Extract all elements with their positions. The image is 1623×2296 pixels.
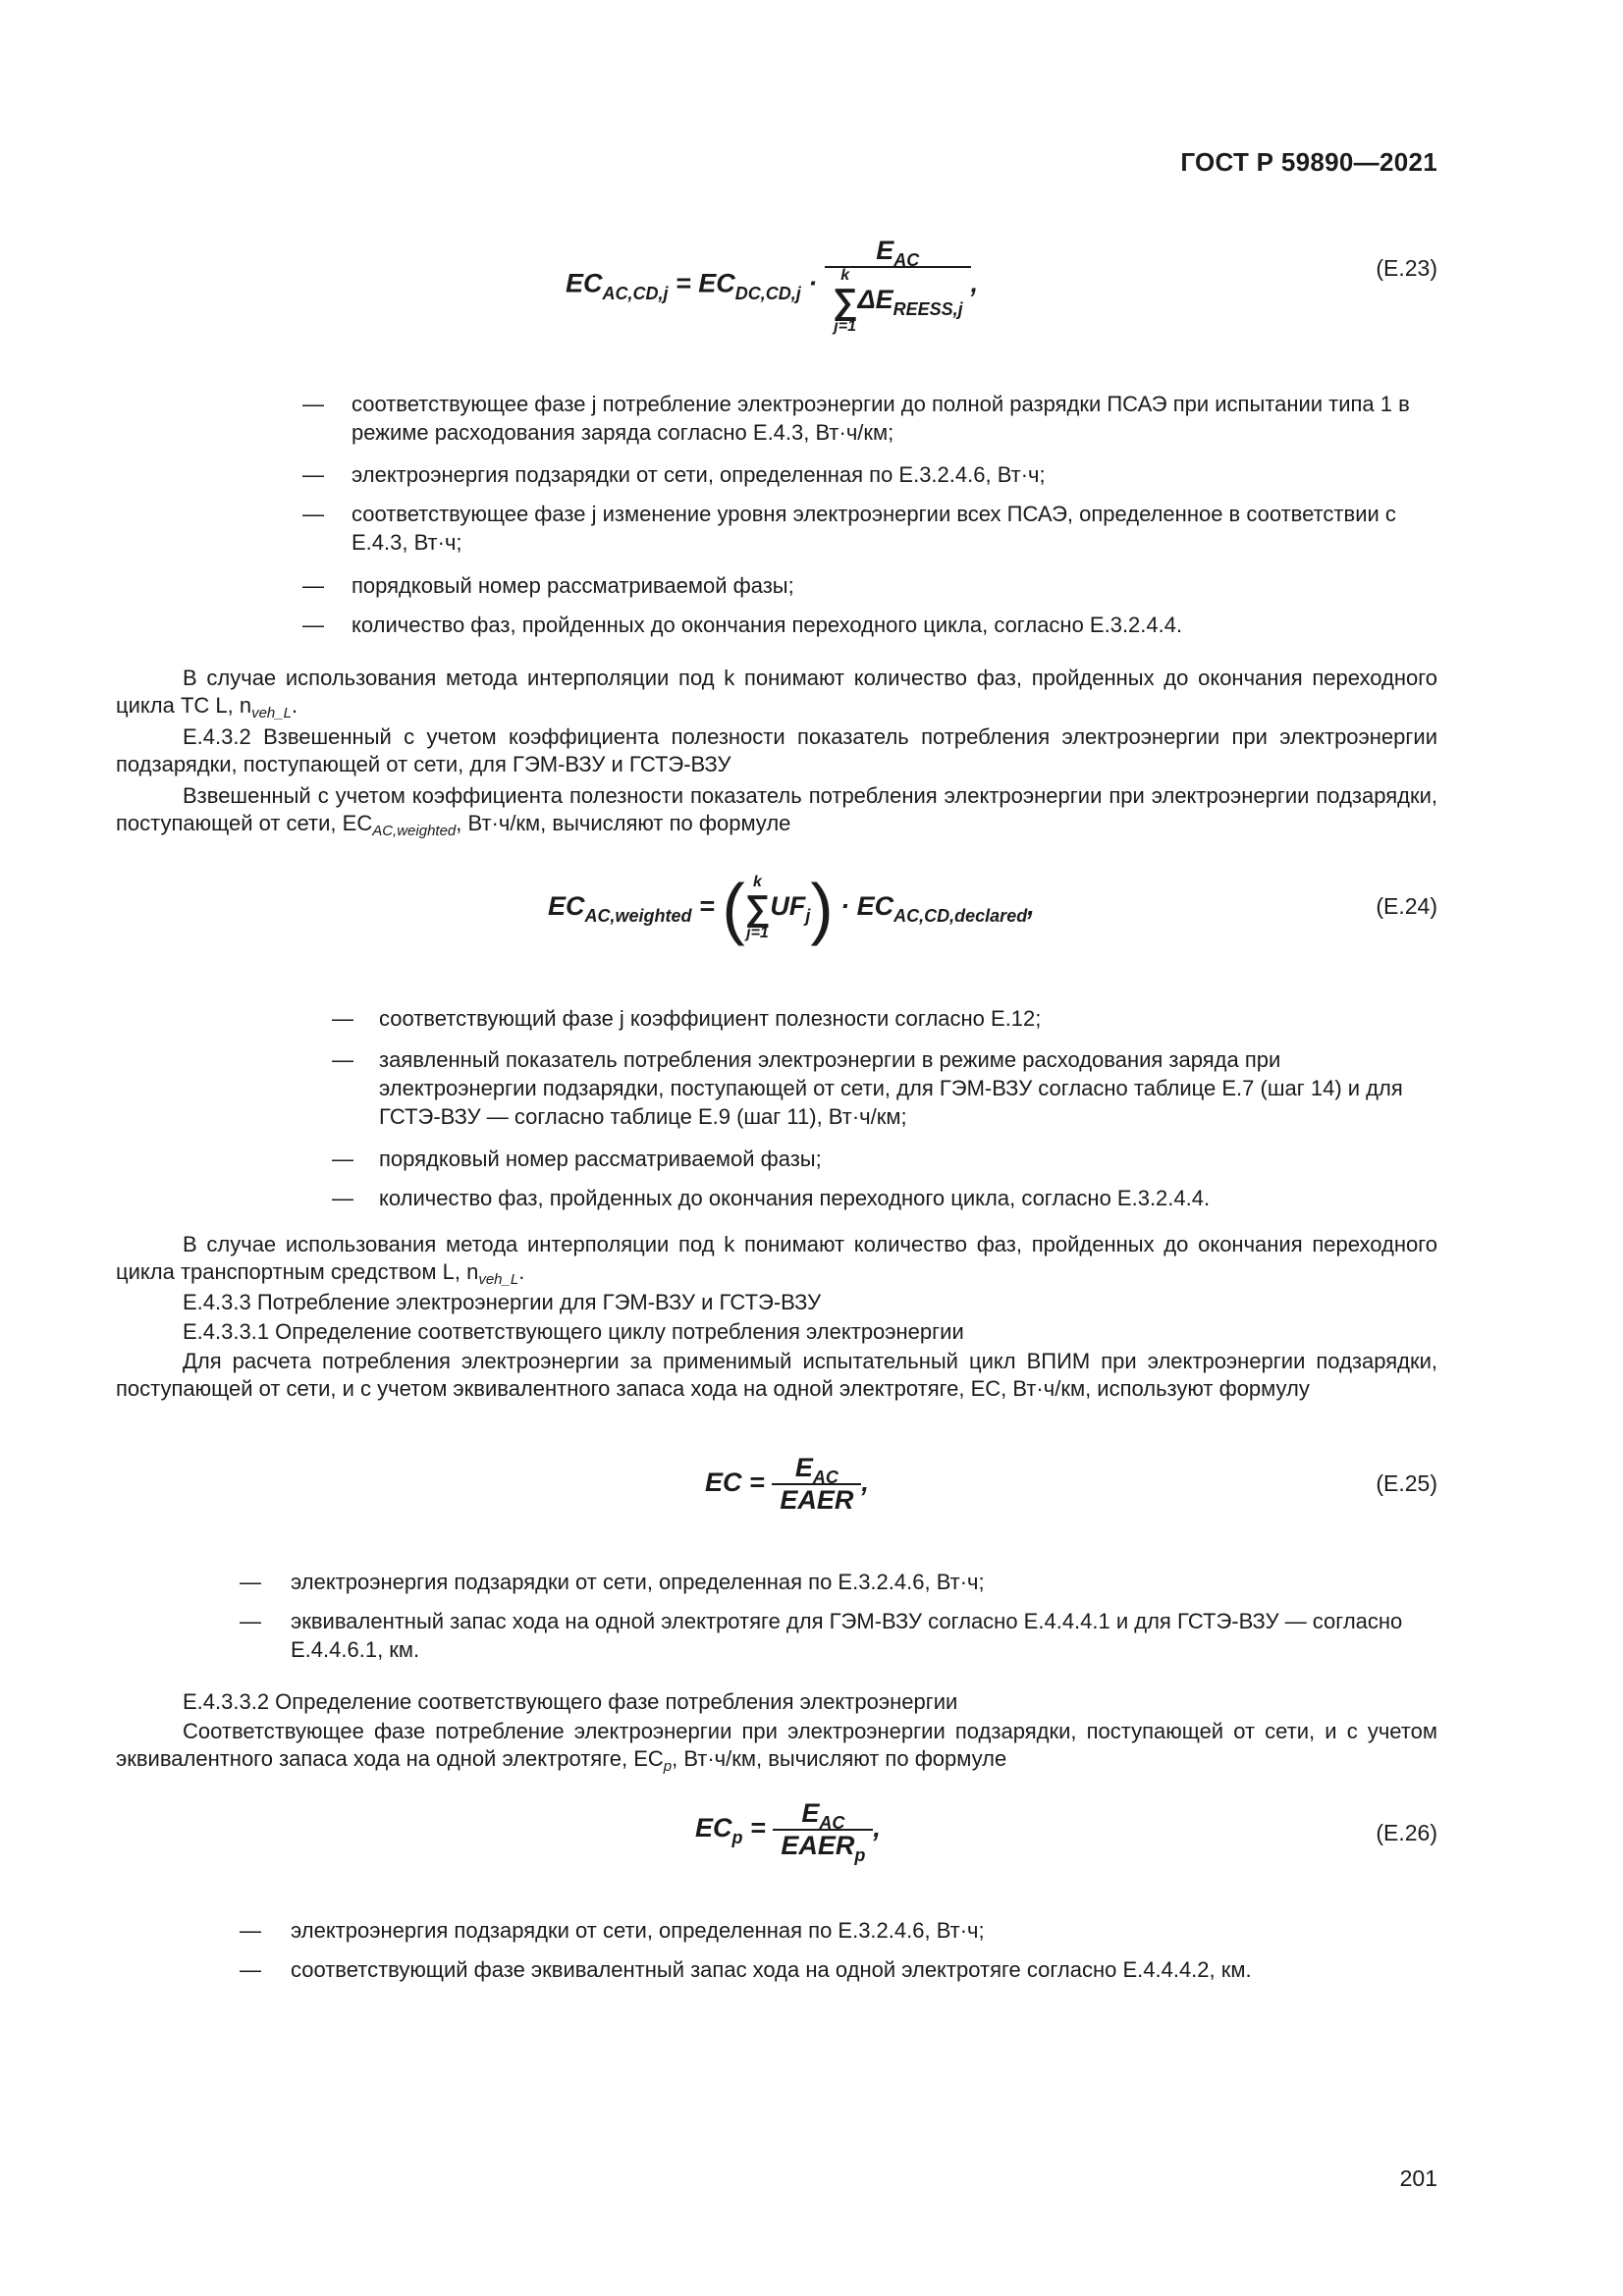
formula-e25-expression: EC = $\frac{E_{AC}}{\text{EAER}}$ , [705,1453,869,1515]
paragraph: В случае использования метода интерполяции под k понимают количество фаз, пройденных до окончания переходного цикла транспортным средством L, $n_{veh\_L}$. [116,1232,1437,1288]
subsection-heading: Е.4.3.3 Потребление электроэнергии для ГЭМ-ВЗУ и ГСТЭ-ВЗУ [183,1290,822,1314]
formula-e26 [116,1798,1437,1887]
formula-e23 [116,236,1437,353]
document-header: ГОСТ Р 59890—2021 [1180,147,1437,177]
definitions-e25: — электроэнергия подзарядки от сети, определенная по Е.3.2.4.6, Вт·ч; — эквивалентный запас хода на одной электротяге для ГЭМ-ВЗУ согласно Е.4.4.4.1 и для ГСТЭ-ВЗУ — согласно Е.4.4.6.1, км. [240,1570,1403,1662]
definitions-e23: — соответствующее фазе j потребление электроэнергии до полной разрядки ПСАЭ при испытании типа 1 в режиме расходования заряда согласно Е.4.3, Вт·ч/км; — электроэнергия подзарядки от сети, определенная по Е.3.2.4.6, Вт·ч; — соответствующее фазе j изменение уровня электроэнергии всех ПСАЭ, определенное в соответствии с Е.4.3, Вт·ч; — порядковый номер рассматриваемой фазы; — количество фаз, пройденных до окончания переходного цикла, согласно Е.3.2.4.4. [302,392,1410,637]
paragraph: Соответствующее фазе потребление электроэнергии при электроэнергии подзарядки, поступающей от сети, и с учетом эквивалентного запаса хода на одной электротяге, $EC_p$, Вт·ч/км, вычисляют по формуле [116,1719,1437,1775]
subsection-heading: Е.4.3.2 Взвешенный с учетом коэффициента полезности показатель потребления электроэнергии при электроэнергии подзарядки, поступающей от сети, для ГЭМ-ВЗУ и ГСТЭ-ВЗУ [116,724,1437,776]
formula-e25 [116,1453,1437,1531]
subsection-heading: Е.4.3.3.1 Определение соответствующего циклу потребления электроэнергии [183,1319,964,1344]
definitions-e26: — электроэнергия подзарядки от сети, определенная по Е.3.2.4.6, Вт·ч; — соответствующий фазе эквивалентный запас хода на одной электротяге согласно Е.4.4.4.2, км. [240,1918,1252,1982]
formula-e23-expression: $EC_{AC,CD,j} = EC_{DC,CD,j}$ · $E_{AC}$ k ∑ j=1 $\Delta E_{REESS,j}$ , [566,236,979,335]
formula-e26-number: (Е.26) [1376,1820,1437,1845]
page-number: 201 [1399,2165,1437,2191]
formula-e23-number: (Е.23) [1376,255,1437,281]
subsection-heading: Е.4.3.3.2 Определение соответствующего фазе потребления электроэнергии [183,1689,958,1714]
formula-e25-number: (Е.25) [1376,1470,1437,1496]
formula-e24 [116,864,1437,972]
paragraph: В случае использования метода интерполяции под k понимают количество фаз, пройденных до окончания переходного цикла ТС L, $n_{veh\_L}$. [116,666,1437,721]
definitions-e24: — соответствующий фазе j коэффициент полезности согласно Е.12; — заявленный показатель потребления электроэнергии в режиме расходования заряда при электроэнергии подзарядки, поступающей от сети, для ГЭМ-ВЗУ согласно таблице Е.7 (шаг 14) и для ГСТЭ-ВЗУ — согласно таблице Е.9 (шаг 11), Вт·ч/км; — порядковый номер рассматриваемой фазы; — количество фаз, пройденных до окончания переходного цикла, согласно Е.3.2.4.4. [332,1006,1403,1210]
formula-e24-expression: $EC_{AC,weighted}$ = ( k ∑ j=1 $UF_j) \cdot EC_{AC,CD,declared}$, [548,870,1035,946]
paragraph: Для расчета потребления электроэнергии за применимый испытательный цикл ВПИМ при электроэнергии подзарядки, поступающей от сети, и с учетом эквивалентного запаса хода на одной электротяге, EC, Вт·ч/км, используют формулу [116,1349,1437,1401]
formula-e26-expression: $EC_p$ = $\frac{E_{AC}}{EAER_p}$ , [695,1798,881,1865]
formula-e24-number: (Е.24) [1376,893,1437,919]
paragraph: Взвешенный с учетом коэффициента полезности показатель потребления электроэнергии при электроэнергии подзарядки, поступающей от сети, $EC_{AC,weighted}$, Вт·ч/км, вычисляют по формуле [116,783,1437,839]
